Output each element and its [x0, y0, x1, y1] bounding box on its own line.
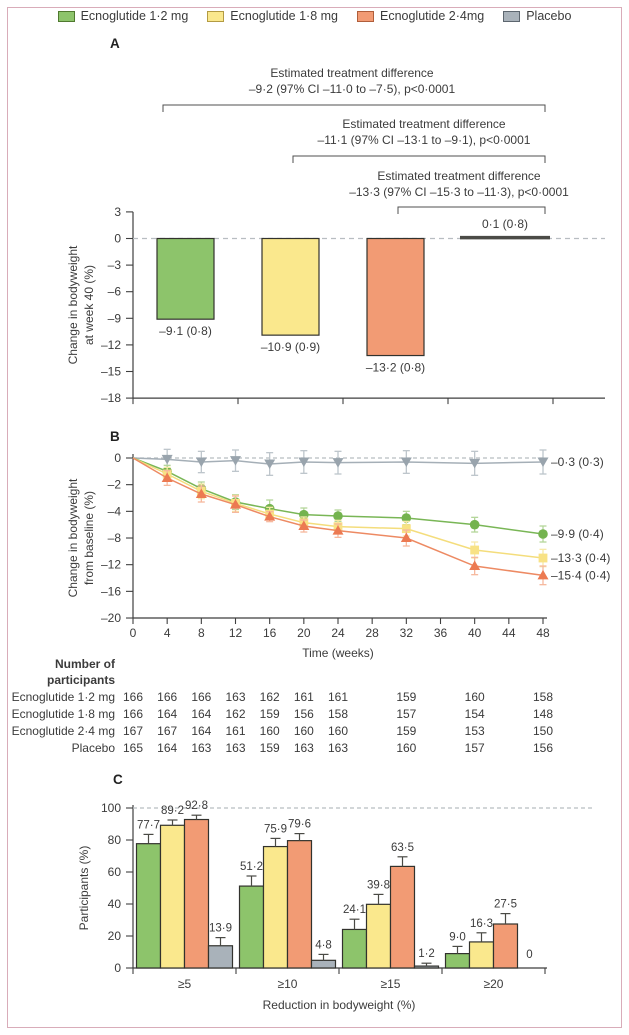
- panel-a-comparison-bracket-1: [163, 105, 545, 112]
- panel-c-label: C: [113, 772, 123, 787]
- participants-row-label: Ecnoglutide 1·2 mg: [11, 690, 115, 704]
- panel-b-xtick: 44: [502, 626, 516, 640]
- participants-count: 165: [122, 741, 144, 755]
- panel-c-bar-ecno18: [264, 847, 288, 968]
- panel-c-value-ecno18: 89·2: [160, 805, 185, 817]
- ecno18-marker-icon: [470, 546, 479, 555]
- participants-count: 159: [396, 690, 417, 704]
- participants-count: 166: [191, 690, 212, 704]
- panel-c-bar-ecno18: [470, 942, 494, 968]
- panel-b-ytick: –12: [100, 557, 121, 572]
- panel-c-bar-ecno24: [288, 841, 312, 968]
- participants-count: 159: [396, 724, 417, 738]
- participants-count: 157: [464, 741, 485, 755]
- panel-c-bar-ecno12: [137, 844, 161, 968]
- panel-b-ytick: –8: [107, 531, 121, 546]
- panel-b-ytick: –20: [100, 611, 121, 626]
- participants-count: 160: [293, 724, 314, 738]
- participants-count: 163: [225, 741, 246, 755]
- panel-c-value-placebo: 13·9: [208, 922, 233, 935]
- panel-b-xtick: 12: [228, 626, 243, 640]
- panel-c-bar-ecno18: [367, 904, 391, 968]
- participants-count: 156: [293, 707, 314, 721]
- panel-c-bar-ecno12: [240, 886, 264, 968]
- panel-c-value-ecno12: 24·1: [342, 904, 367, 917]
- participants-row-label: Ecnoglutide 2·4 mg: [11, 724, 115, 738]
- panel-b-label: B: [110, 429, 120, 444]
- panel-c-bar-ecno24: [185, 820, 209, 968]
- panel-a-annotation-2-line2: –11·1 (97% CI –13·1 to –9·1), p<0·0001: [317, 133, 531, 147]
- panel-a-ytick: –3: [107, 258, 121, 273]
- panel-a-bar-ecno24: [367, 239, 424, 356]
- participants-count: 164: [157, 741, 178, 755]
- legend-label: Ecnoglutide 2·4mg: [379, 9, 485, 23]
- participants-count: 166: [122, 707, 144, 721]
- panel-b-ytick: –4: [107, 504, 121, 519]
- panel-c-xlabel: Reduction in bodyweight (%): [262, 998, 416, 1012]
- panel-b-xtick: 4: [163, 626, 171, 640]
- participants-count: 150: [532, 724, 554, 738]
- panel-a-ytick: –9: [107, 311, 121, 326]
- participants-row-label: Placebo: [71, 741, 115, 755]
- panel-c-ytick: 100: [100, 801, 121, 815]
- ecno18-marker-icon: [539, 554, 548, 563]
- panel-b-xtick: 0: [129, 626, 137, 640]
- panel-a-ylabel: Change in bodyweight: [66, 245, 80, 365]
- participants-row-ecno12: [12, 690, 554, 704]
- panel-b-ylabel: Change in bodyweight: [66, 478, 80, 598]
- panel-a-annotation-1-line1: Estimated treatment difference: [270, 66, 434, 80]
- participants-count: 163: [225, 690, 246, 704]
- participants-header: participants: [46, 673, 115, 687]
- panel-b-end-label-ecno18: –13·3 (0·4): [551, 551, 611, 566]
- panel-c-ytick: 20: [107, 929, 121, 943]
- participants-count: 167: [157, 724, 178, 738]
- participants-count: 166: [157, 690, 178, 704]
- panel-b-ytick: –16: [100, 584, 121, 599]
- panel-c-category-label: ≥10: [277, 977, 298, 991]
- panel-b-end-label-placebo: –0·3 (0·3): [551, 455, 604, 470]
- panel-c-bar-placebo: [415, 966, 439, 968]
- participants-count: 160: [464, 690, 485, 704]
- legend-label: Ecnoglutide 1·2 mg: [80, 9, 189, 23]
- panel-c-ytick: 80: [107, 833, 121, 847]
- participants-row-ecno18: [12, 707, 554, 721]
- participants-count: 163: [327, 741, 349, 755]
- panel-b-xtick: 8: [197, 626, 205, 640]
- panel-c-value-ecno18: 39·8: [366, 879, 391, 892]
- participants-count: 160: [259, 724, 280, 738]
- panel-c-value-placebo: 4·8: [315, 939, 332, 952]
- panel-c-chart: [77, 800, 592, 1012]
- panel-b-xtick: 28: [365, 626, 379, 640]
- panel-a-ytick: –6: [107, 284, 121, 299]
- panel-c-group-≥10: [240, 819, 336, 968]
- participants-count: 160: [396, 741, 417, 755]
- panel-a-bar-ecno12: [157, 239, 214, 320]
- panel-b-end-label-ecno24: –15·4 (0·4): [551, 568, 611, 583]
- participants-count: 162: [225, 707, 246, 721]
- participants-count: 156: [532, 741, 554, 755]
- panel-c-ytick: 0: [114, 961, 121, 975]
- panel-c-ylabel: Participants (%): [77, 845, 91, 931]
- panel-b-xtick: 20: [297, 626, 311, 640]
- ecno12-marker-icon: [470, 520, 480, 530]
- panel-c-value-ecno18: 16·3: [469, 917, 494, 930]
- participants-count: 161: [225, 724, 246, 738]
- panel-a-annotation-3-line2: –13·3 (97% CI –15·3 to –11·3), p<0·0001: [349, 185, 569, 199]
- panel-a-annotation-1-line2: –9·2 (97% CI –11·0 to –7·5), p<0·0001: [248, 82, 456, 96]
- panel-b-end-label-ecno12: –9·9 (0·4): [551, 527, 604, 542]
- participants-row-placebo: [72, 741, 554, 755]
- panel-b-series-placebo: [133, 449, 549, 475]
- panel-c-ytick: 40: [107, 897, 121, 911]
- panel-b-xtick: 36: [433, 626, 448, 640]
- ecno24-marker-icon: [469, 561, 480, 571]
- panel-c-category-label: ≥15: [380, 977, 401, 991]
- panel-c-bar-ecno24: [494, 924, 518, 968]
- participants-count: 153: [464, 724, 485, 738]
- participants-count: 167: [122, 724, 144, 738]
- panel-c-value-placebo: 0: [526, 949, 533, 961]
- panel-b-xtick: 16: [262, 626, 277, 640]
- panel-a-bar-value-placebo: 0·1 (0·8): [481, 217, 529, 231]
- participants-count: 158: [532, 690, 554, 704]
- panel-b-chart: [66, 449, 610, 660]
- participants-row-ecno24: [12, 724, 554, 738]
- panel-a-bar-value-ecno18: –10·9 (0·9): [260, 340, 321, 355]
- panel-a-ylabel: at week 40 (%): [82, 264, 96, 346]
- participants-header: Number of: [55, 657, 115, 671]
- panel-a-ytick: –18: [100, 391, 121, 406]
- panel-c-group-≥5: [137, 800, 233, 968]
- panel-c-bar-ecno12: [446, 954, 470, 968]
- panel-a-ytick: 0: [114, 231, 121, 246]
- participants-count: 157: [396, 707, 417, 721]
- panel-a-annotation-3-line1: Estimated treatment difference: [377, 169, 541, 183]
- panel-c-value-ecno24: 92·8: [184, 800, 209, 813]
- panel-c-bar-placebo: [209, 946, 233, 968]
- participants-count: 164: [157, 707, 178, 721]
- panel-c-bar-ecno18: [161, 825, 185, 968]
- participants-row-label: Ecnoglutide 1·8 mg: [11, 707, 115, 721]
- panel-a-ytick: 3: [114, 204, 121, 219]
- participants-count: 163: [191, 741, 212, 755]
- panel-b-xtick: 24: [331, 626, 345, 640]
- participants-count: 166: [122, 690, 144, 704]
- participants-count: 164: [191, 707, 212, 721]
- panel-a-label: A: [110, 36, 120, 51]
- panel-c-ytick: 60: [107, 865, 121, 879]
- participants-count: 161: [293, 690, 314, 704]
- panel-b-ytick: –2: [107, 477, 121, 492]
- panel-a-ytick: –12: [100, 337, 121, 352]
- legend-label: Placebo: [526, 9, 572, 23]
- panel-c-value-ecno24: 27·5: [493, 898, 518, 911]
- participants-count: 158: [327, 707, 349, 721]
- panel-c-value-placebo: 1·2: [418, 948, 435, 961]
- panel-b-ytick: 0: [114, 451, 121, 465]
- panel-c-value-ecno12: 9·0: [449, 931, 466, 944]
- participants-count: 164: [191, 724, 212, 738]
- panel-c-category-label: ≥5: [177, 977, 192, 991]
- panel-a-comparison-bracket-2: [293, 156, 545, 163]
- participants-count: 163: [293, 741, 314, 755]
- participants-count: 162: [259, 690, 280, 704]
- participants-count: 148: [532, 707, 554, 721]
- panel-a-ytick: –15: [100, 364, 121, 379]
- panel-a-bar-value-ecno24: –13·2 (0·8): [365, 360, 426, 375]
- participants-count: 160: [327, 724, 349, 738]
- panel-c-bar-placebo: [312, 960, 336, 968]
- panel-b-xtick: 40: [467, 626, 482, 640]
- panel-c-value-ecno12: 77·7: [136, 819, 161, 832]
- panel-b-xtick: 48: [536, 626, 550, 640]
- panel-a-comparison-bracket-3: [398, 207, 545, 214]
- panel-c-value-ecno24: 79·6: [287, 818, 312, 831]
- panel-c-value-ecno18: 75·9: [263, 823, 288, 836]
- panel-b-ylabel: from baseline (%): [82, 490, 96, 586]
- panel-a-annotation-2-line1: Estimated treatment difference: [342, 117, 506, 131]
- panel-b-xlabel: Time (weeks): [302, 646, 374, 660]
- participants-count: 159: [259, 741, 280, 755]
- panel-a-chart: [66, 66, 605, 405]
- panel-c-value-ecno12: 51·2: [239, 861, 264, 873]
- legend-label: Ecnoglutide 1·8 mg: [230, 9, 338, 23]
- panel-c-bar-ecno12: [343, 929, 367, 968]
- ecno12-marker-icon: [538, 529, 548, 539]
- panel-a-bar-ecno18: [262, 239, 319, 336]
- panel-c-bar-ecno24: [391, 866, 415, 968]
- participants-count: 161: [327, 690, 349, 704]
- participants-count: 154: [464, 707, 485, 721]
- panel-c-value-ecno24: 63·5: [390, 841, 415, 854]
- panel-c-group-≥20: [446, 899, 533, 968]
- panel-b-xtick: 32: [399, 626, 414, 640]
- panel-a-bar-value-ecno12: –9·1 (0·8): [159, 324, 212, 339]
- participants-count: 159: [259, 707, 280, 721]
- ecno12-marker-icon: [333, 511, 343, 521]
- participants-table: [12, 657, 554, 755]
- panel-c-category-label: ≥20: [483, 977, 504, 991]
- panel-c-group-≥15: [343, 842, 439, 968]
